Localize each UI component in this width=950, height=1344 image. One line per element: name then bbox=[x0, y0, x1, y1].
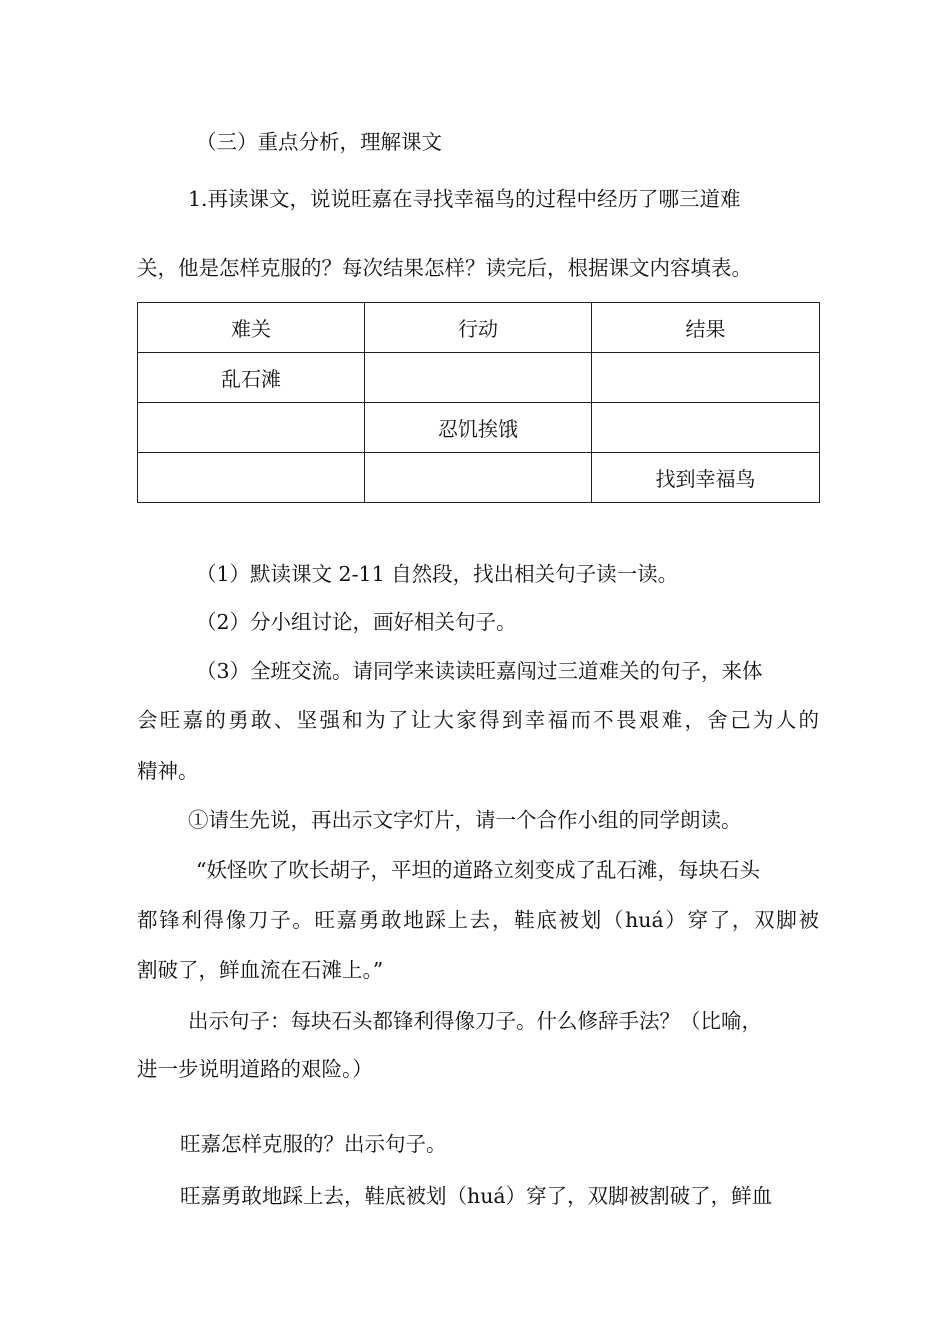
table-row bbox=[138, 353, 820, 403]
step-3-line-3: 精神。 bbox=[137, 759, 199, 783]
overcome-sentence: 旺嘉勇敢地踩上去，鞋底被划（huá）穿了，双脚被割破了，鲜血 bbox=[180, 1184, 773, 1208]
question-line-1: 1.再读课文，说说旺嘉在寻找幸福鸟的过程中经历了哪三道难 bbox=[188, 187, 741, 211]
table-cell[interactable] bbox=[365, 353, 592, 403]
table-header-cell: 行动 bbox=[365, 303, 592, 353]
table-header-cell: 结果 bbox=[592, 303, 820, 353]
section-heading: （三）重点分析，理解课文 bbox=[196, 130, 442, 154]
sub-item-1: ①请生先说，再出示文字灯片，请一个合作小组的同学朗读。 bbox=[188, 808, 742, 832]
table-cell[interactable] bbox=[365, 453, 592, 503]
table-header-row bbox=[138, 303, 820, 353]
difficulty-table bbox=[137, 302, 820, 503]
overcome-question: 旺嘉怎样克服的？出示句子。 bbox=[180, 1132, 447, 1156]
table-cell[interactable] bbox=[592, 403, 820, 453]
table-cell[interactable] bbox=[138, 403, 365, 453]
quote-line-2: 都锋利得像刀子。旺嘉勇敢地踩上去，鞋底被划（huá）穿了，双脚被 bbox=[137, 908, 819, 932]
step-1: （1）默读课文 2-11 自然段，找出相关句子读一读。 bbox=[196, 562, 679, 586]
table-row bbox=[138, 453, 820, 503]
table-cell[interactable]: 忍饥挨饿 bbox=[365, 403, 592, 453]
table-row bbox=[138, 403, 820, 453]
table-cell[interactable] bbox=[138, 453, 365, 503]
quote-line-1: “妖怪吹了吹长胡子，平坦的道路立刻变成了乱石滩，每块石头 bbox=[196, 858, 760, 882]
table-cell[interactable] bbox=[592, 353, 820, 403]
step-3-line-1: （3）全班交流。请同学来读读旺嘉闯过三道难关的句子，来体 bbox=[196, 659, 763, 683]
question-line-2: 关，他是怎样克服的？每次结果怎样？读完后，根据课文内容填表。 bbox=[137, 256, 752, 280]
table-cell[interactable]: 乱石滩 bbox=[138, 353, 365, 403]
table-cell[interactable]: 找到幸福鸟 bbox=[592, 453, 820, 503]
show-sentence-line-2: 进一步说明道路的艰险。） bbox=[137, 1057, 373, 1081]
quote-line-3: 割破了，鲜血流在石滩上。” bbox=[137, 958, 384, 982]
step-2: （2）分小组讨论，画好相关句子。 bbox=[196, 610, 517, 634]
step-3-line-2: 会旺嘉的勇敢、坚强和为了让大家得到幸福而不畏艰难，舍己为人的 bbox=[137, 708, 819, 732]
show-sentence-line-1: 出示句子：每块石头都锋利得像刀子。什么修辞手法？（比喻， bbox=[188, 1009, 762, 1033]
table-header-cell: 难关 bbox=[138, 303, 365, 353]
